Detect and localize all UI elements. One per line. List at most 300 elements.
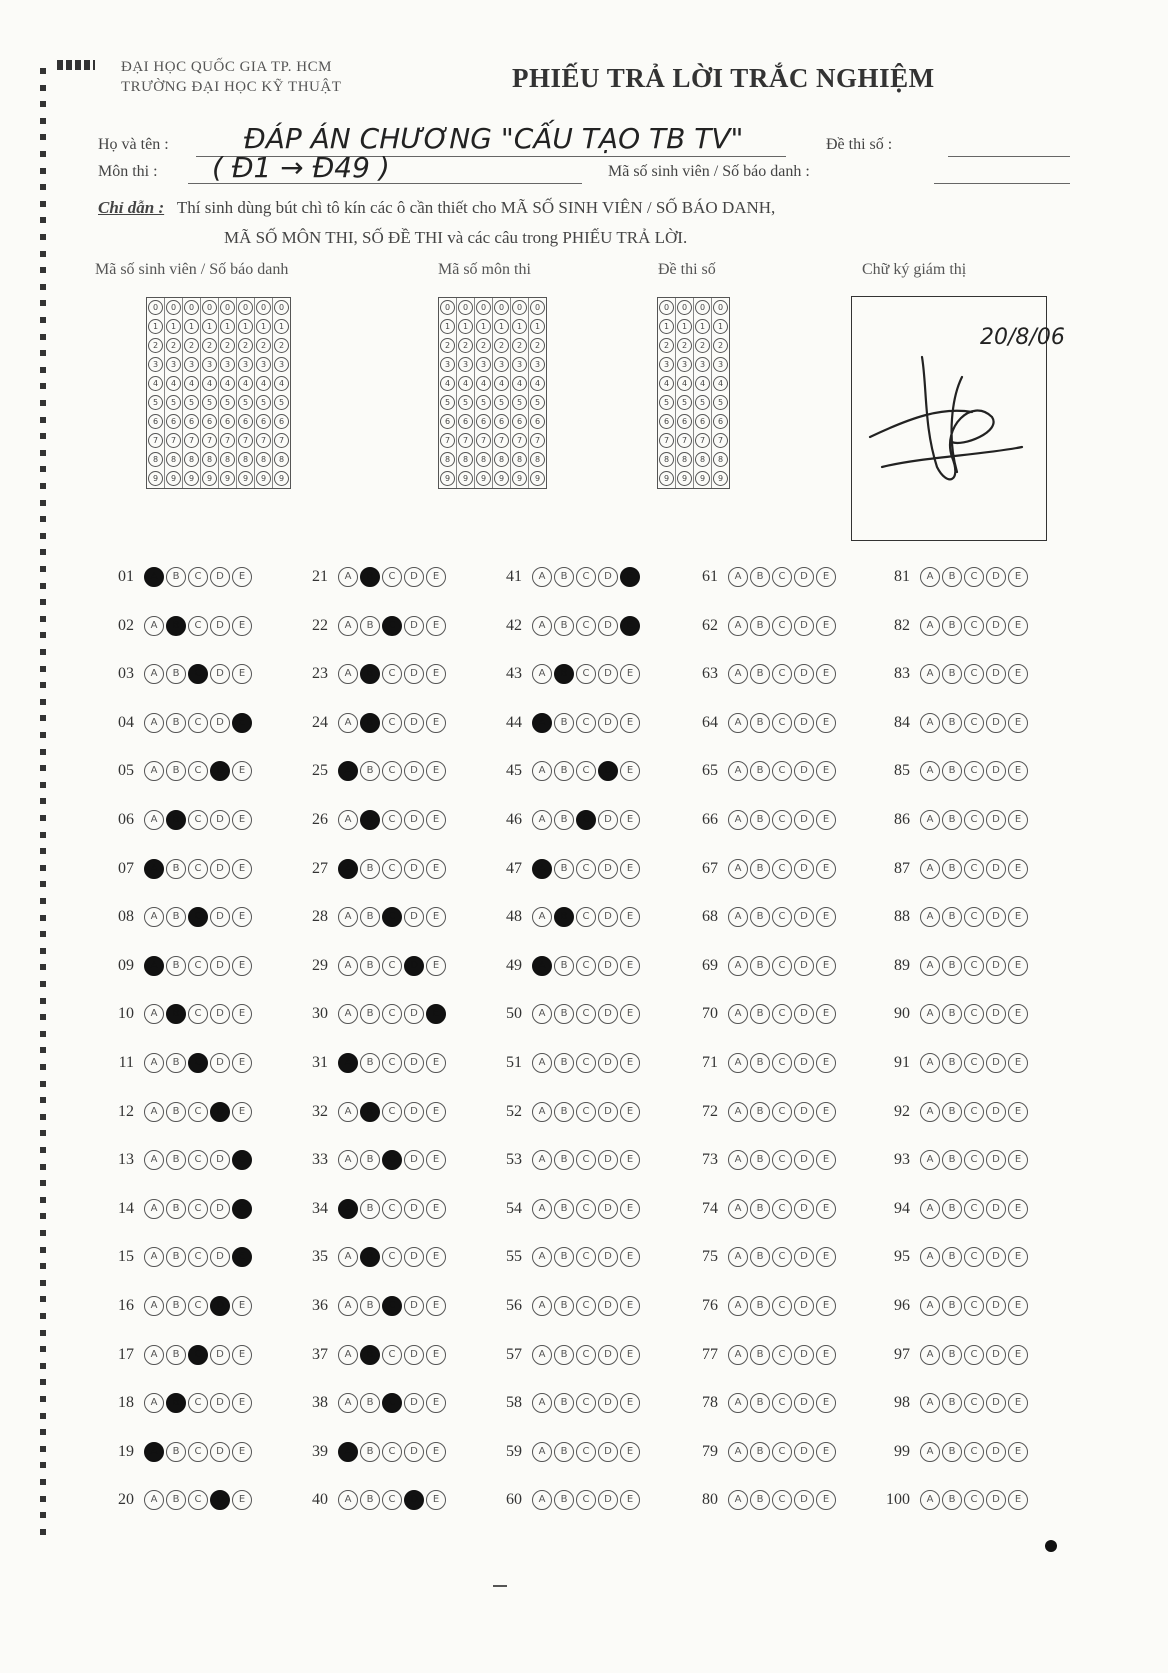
- answer-bubble-d[interactable]: D: [986, 713, 1006, 733]
- digit-bubble[interactable]: 1: [458, 319, 473, 334]
- digit-bubble[interactable]: 3: [202, 357, 217, 372]
- digit-bubble[interactable]: 0: [494, 300, 509, 315]
- digit-bubble[interactable]: 5: [184, 395, 199, 410]
- digit-bubble[interactable]: 9: [530, 471, 545, 486]
- answer-bubble-d[interactable]: D: [794, 1150, 814, 1170]
- answer-bubble-d[interactable]: D: [986, 1393, 1006, 1413]
- answer-bubble-c[interactable]: C: [382, 1004, 402, 1024]
- answer-bubble-a[interactable]: A: [532, 567, 552, 587]
- answer-bubble-a[interactable]: A: [144, 616, 164, 636]
- digit-bubble[interactable]: 2: [659, 338, 674, 353]
- digit-bubble[interactable]: 5: [458, 395, 473, 410]
- digit-bubble[interactable]: 8: [202, 452, 217, 467]
- answer-bubble-a[interactable]: A: [728, 1150, 748, 1170]
- answer-bubble-d[interactable]: D: [404, 907, 424, 927]
- answer-bubble-c[interactable]: C: [188, 1150, 208, 1170]
- answer-bubble-c[interactable]: C: [772, 1393, 792, 1413]
- answer-bubble-a[interactable]: A: [338, 1345, 358, 1365]
- answer-bubble-c[interactable]: C: [576, 1150, 596, 1170]
- answer-bubble-a[interactable]: A: [532, 1490, 552, 1510]
- answer-bubble-b[interactable]: B: [750, 616, 770, 636]
- digit-bubble[interactable]: 0: [184, 300, 199, 315]
- answer-bubble-b[interactable]: B: [166, 1490, 186, 1510]
- digit-bubble[interactable]: 1: [494, 319, 509, 334]
- answer-bubble-c[interactable]: C: [382, 1199, 402, 1219]
- answer-bubble-e[interactable]: E: [1008, 1053, 1028, 1073]
- digit-bubble[interactable]: 6: [202, 414, 217, 429]
- digit-bubble[interactable]: 3: [530, 357, 545, 372]
- answer-bubble-c[interactable]: C: [382, 956, 402, 976]
- answer-bubble-e[interactable]: E: [816, 1442, 836, 1462]
- answer-bubble-d[interactable]: D: [210, 1199, 230, 1219]
- answer-bubble-b[interactable]: B: [554, 1490, 574, 1510]
- answer-bubble-a[interactable]: A: [532, 616, 552, 636]
- answer-bubble-c[interactable]: C: [964, 1053, 984, 1073]
- digit-bubble[interactable]: 4: [695, 376, 710, 391]
- digit-bubble[interactable]: 8: [713, 452, 728, 467]
- answer-bubble-e[interactable]: E: [816, 1247, 836, 1267]
- digit-bubble[interactable]: 5: [202, 395, 217, 410]
- digit-bubble[interactable]: 3: [166, 357, 181, 372]
- answer-bubble-e[interactable]: E: [620, 616, 640, 636]
- digit-bubble[interactable]: 2: [238, 338, 253, 353]
- answer-bubble-a[interactable]: A: [728, 1393, 748, 1413]
- answer-bubble-a[interactable]: A: [532, 1150, 552, 1170]
- digit-bubble[interactable]: 7: [274, 433, 289, 448]
- answer-bubble-b[interactable]: B: [554, 1053, 574, 1073]
- answer-bubble-d[interactable]: D: [598, 1296, 618, 1316]
- answer-bubble-c[interactable]: C: [576, 664, 596, 684]
- answer-bubble-d[interactable]: D: [794, 1345, 814, 1365]
- answer-bubble-e[interactable]: E: [816, 1199, 836, 1219]
- answer-bubble-d[interactable]: D: [404, 1296, 424, 1316]
- answer-bubble-e[interactable]: E: [426, 616, 446, 636]
- digit-bubble[interactable]: 3: [184, 357, 199, 372]
- answer-bubble-b[interactable]: B: [360, 616, 380, 636]
- digit-bubble[interactable]: 9: [713, 471, 728, 486]
- digit-bubble[interactable]: 4: [238, 376, 253, 391]
- answer-bubble-a[interactable]: A: [728, 1345, 748, 1365]
- answer-bubble-b[interactable]: B: [554, 1247, 574, 1267]
- answer-bubble-a[interactable]: A: [338, 1102, 358, 1122]
- answer-bubble-c[interactable]: C: [382, 1150, 402, 1170]
- answer-bubble-d[interactable]: D: [210, 1296, 230, 1316]
- digit-bubble[interactable]: 1: [238, 319, 253, 334]
- answer-bubble-a[interactable]: A: [338, 907, 358, 927]
- digit-bubble[interactable]: 1: [148, 319, 163, 334]
- answer-bubble-a[interactable]: A: [144, 907, 164, 927]
- answer-bubble-c[interactable]: C: [382, 1345, 402, 1365]
- answer-bubble-b[interactable]: B: [360, 907, 380, 927]
- answer-bubble-e[interactable]: E: [232, 616, 252, 636]
- answer-bubble-d[interactable]: D: [598, 713, 618, 733]
- answer-bubble-a[interactable]: A: [728, 956, 748, 976]
- answer-bubble-d[interactable]: D: [210, 1004, 230, 1024]
- digit-bubble[interactable]: 5: [494, 395, 509, 410]
- answer-bubble-d[interactable]: D: [210, 567, 230, 587]
- answer-bubble-b[interactable]: B: [554, 567, 574, 587]
- digit-bubble[interactable]: 4: [440, 376, 455, 391]
- answer-bubble-c[interactable]: C: [382, 1393, 402, 1413]
- answer-bubble-b[interactable]: B: [942, 1345, 962, 1365]
- digit-bubble[interactable]: 0: [677, 300, 692, 315]
- answer-bubble-b[interactable]: B: [942, 1393, 962, 1413]
- digit-bubble[interactable]: 1: [440, 319, 455, 334]
- answer-bubble-b[interactable]: B: [166, 1150, 186, 1170]
- digit-bubble[interactable]: 0: [458, 300, 473, 315]
- answer-bubble-b[interactable]: B: [750, 1490, 770, 1510]
- answer-bubble-e[interactable]: E: [1008, 616, 1028, 636]
- answer-bubble-d[interactable]: D: [404, 664, 424, 684]
- answer-bubble-e[interactable]: E: [1008, 907, 1028, 927]
- answer-bubble-c[interactable]: C: [964, 1102, 984, 1122]
- answer-bubble-b[interactable]: B: [166, 956, 186, 976]
- digit-bubble[interactable]: 9: [148, 471, 163, 486]
- answer-bubble-d[interactable]: D: [986, 859, 1006, 879]
- answer-bubble-a[interactable]: A: [532, 859, 552, 879]
- digit-bubble[interactable]: 5: [659, 395, 674, 410]
- answer-bubble-b[interactable]: B: [554, 761, 574, 781]
- digit-bubble[interactable]: 4: [530, 376, 545, 391]
- digit-bubble[interactable]: 2: [274, 338, 289, 353]
- answer-bubble-b[interactable]: B: [942, 1053, 962, 1073]
- answer-bubble-e[interactable]: E: [620, 713, 640, 733]
- answer-bubble-b[interactable]: B: [554, 1199, 574, 1219]
- digit-bubble[interactable]: 9: [166, 471, 181, 486]
- digit-bubble[interactable]: 1: [274, 319, 289, 334]
- answer-bubble-d[interactable]: D: [404, 1004, 424, 1024]
- answer-bubble-a[interactable]: A: [920, 1296, 940, 1316]
- answer-bubble-c[interactable]: C: [382, 1053, 402, 1073]
- answer-bubble-b[interactable]: B: [360, 1247, 380, 1267]
- answer-bubble-e[interactable]: E: [620, 567, 640, 587]
- answer-bubble-a[interactable]: A: [920, 1393, 940, 1413]
- digit-bubble[interactable]: 1: [476, 319, 491, 334]
- answer-bubble-e[interactable]: E: [816, 1490, 836, 1510]
- answer-bubble-e[interactable]: E: [620, 761, 640, 781]
- answer-bubble-b[interactable]: B: [360, 567, 380, 587]
- digit-bubble[interactable]: 7: [440, 433, 455, 448]
- answer-bubble-b[interactable]: B: [554, 810, 574, 830]
- answer-bubble-e[interactable]: E: [1008, 1345, 1028, 1365]
- answer-bubble-a[interactable]: A: [338, 1442, 358, 1462]
- digit-bubble[interactable]: 8: [458, 452, 473, 467]
- answer-bubble-d[interactable]: D: [210, 1053, 230, 1073]
- answer-bubble-c[interactable]: C: [576, 1004, 596, 1024]
- digit-bubble[interactable]: 9: [458, 471, 473, 486]
- answer-bubble-e[interactable]: E: [1008, 810, 1028, 830]
- answer-bubble-e[interactable]: E: [816, 761, 836, 781]
- digit-bubble[interactable]: 8: [148, 452, 163, 467]
- answer-bubble-a[interactable]: A: [728, 761, 748, 781]
- answer-bubble-c[interactable]: C: [772, 907, 792, 927]
- answer-bubble-b[interactable]: B: [166, 1199, 186, 1219]
- digit-bubble[interactable]: 8: [440, 452, 455, 467]
- answer-bubble-d[interactable]: D: [404, 713, 424, 733]
- digit-bubble[interactable]: 8: [238, 452, 253, 467]
- digit-bubble[interactable]: 4: [476, 376, 491, 391]
- answer-bubble-e[interactable]: E: [1008, 1296, 1028, 1316]
- answer-bubble-b[interactable]: B: [360, 1490, 380, 1510]
- answer-bubble-d[interactable]: D: [404, 761, 424, 781]
- answer-bubble-e[interactable]: E: [426, 713, 446, 733]
- digit-bubble[interactable]: 8: [166, 452, 181, 467]
- answer-bubble-e[interactable]: E: [816, 567, 836, 587]
- digit-bubble[interactable]: 4: [677, 376, 692, 391]
- answer-bubble-a[interactable]: A: [338, 956, 358, 976]
- answer-bubble-d[interactable]: D: [210, 1102, 230, 1122]
- digit-bubble[interactable]: 0: [440, 300, 455, 315]
- digit-bubble[interactable]: 4: [274, 376, 289, 391]
- answer-bubble-a[interactable]: A: [144, 1199, 164, 1219]
- answer-bubble-d[interactable]: D: [794, 1102, 814, 1122]
- digit-bubble[interactable]: 0: [202, 300, 217, 315]
- answer-bubble-d[interactable]: D: [598, 567, 618, 587]
- digit-bubble[interactable]: 7: [166, 433, 181, 448]
- answer-bubble-c[interactable]: C: [382, 859, 402, 879]
- answer-bubble-a[interactable]: A: [338, 567, 358, 587]
- answer-bubble-b[interactable]: B: [942, 859, 962, 879]
- digit-bubble[interactable]: 9: [220, 471, 235, 486]
- answer-bubble-d[interactable]: D: [404, 567, 424, 587]
- answer-bubble-e[interactable]: E: [816, 1102, 836, 1122]
- answer-bubble-d[interactable]: D: [404, 1442, 424, 1462]
- answer-bubble-c[interactable]: C: [772, 1199, 792, 1219]
- answer-bubble-e[interactable]: E: [232, 664, 252, 684]
- digit-bubble[interactable]: 7: [476, 433, 491, 448]
- digit-bubble[interactable]: 2: [148, 338, 163, 353]
- answer-bubble-a[interactable]: A: [144, 1150, 164, 1170]
- answer-bubble-e[interactable]: E: [426, 1247, 446, 1267]
- answer-bubble-b[interactable]: B: [554, 1296, 574, 1316]
- answer-bubble-c[interactable]: C: [576, 1490, 596, 1510]
- digit-bubble[interactable]: 1: [659, 319, 674, 334]
- answer-bubble-c[interactable]: C: [188, 1199, 208, 1219]
- answer-bubble-c[interactable]: C: [772, 1102, 792, 1122]
- digit-bubble[interactable]: 5: [440, 395, 455, 410]
- answer-bubble-a[interactable]: A: [338, 859, 358, 879]
- answer-bubble-c[interactable]: C: [964, 1442, 984, 1462]
- answer-bubble-b[interactable]: B: [942, 664, 962, 684]
- answer-bubble-b[interactable]: B: [750, 907, 770, 927]
- answer-bubble-e[interactable]: E: [426, 1442, 446, 1462]
- digit-bubble[interactable]: 6: [530, 414, 545, 429]
- answer-bubble-a[interactable]: A: [144, 810, 164, 830]
- answer-bubble-e[interactable]: E: [426, 810, 446, 830]
- answer-bubble-d[interactable]: D: [404, 1053, 424, 1073]
- answer-bubble-c[interactable]: C: [576, 616, 596, 636]
- answer-bubble-b[interactable]: B: [166, 1102, 186, 1122]
- digit-bubble[interactable]: 8: [494, 452, 509, 467]
- answer-bubble-c[interactable]: C: [188, 956, 208, 976]
- answer-bubble-c[interactable]: C: [772, 1150, 792, 1170]
- answer-bubble-e[interactable]: E: [816, 810, 836, 830]
- answer-bubble-c[interactable]: C: [772, 859, 792, 879]
- answer-bubble-a[interactable]: A: [728, 1053, 748, 1073]
- digit-bubble[interactable]: 1: [530, 319, 545, 334]
- answer-bubble-d[interactable]: D: [794, 1442, 814, 1462]
- answer-bubble-e[interactable]: E: [426, 761, 446, 781]
- answer-bubble-d[interactable]: D: [794, 907, 814, 927]
- answer-bubble-c[interactable]: C: [772, 713, 792, 733]
- answer-bubble-a[interactable]: A: [728, 713, 748, 733]
- answer-bubble-a[interactable]: A: [920, 859, 940, 879]
- answer-bubble-b[interactable]: B: [360, 1004, 380, 1024]
- answer-bubble-b[interactable]: B: [166, 1345, 186, 1365]
- digit-bubble[interactable]: 1: [713, 319, 728, 334]
- digit-bubble[interactable]: 7: [256, 433, 271, 448]
- answer-bubble-d[interactable]: D: [404, 1345, 424, 1365]
- answer-bubble-c[interactable]: C: [964, 664, 984, 684]
- digit-bubble[interactable]: 5: [238, 395, 253, 410]
- answer-bubble-e[interactable]: E: [232, 1490, 252, 1510]
- answer-bubble-a[interactable]: A: [920, 761, 940, 781]
- answer-bubble-e[interactable]: E: [620, 1150, 640, 1170]
- answer-bubble-b[interactable]: B: [750, 1345, 770, 1365]
- answer-bubble-d[interactable]: D: [210, 907, 230, 927]
- name-value[interactable]: ĐÁP ÁN CHƯƠNG "CẤU TẠO TB TV": [244, 122, 744, 155]
- answer-bubble-e[interactable]: E: [816, 1150, 836, 1170]
- answer-bubble-a[interactable]: A: [728, 1490, 748, 1510]
- answer-bubble-a[interactable]: A: [338, 1490, 358, 1510]
- answer-bubble-a[interactable]: A: [728, 810, 748, 830]
- answer-bubble-b[interactable]: B: [166, 1393, 186, 1413]
- digit-bubble[interactable]: 8: [274, 452, 289, 467]
- digit-bubble[interactable]: 9: [202, 471, 217, 486]
- answer-bubble-e[interactable]: E: [232, 1393, 252, 1413]
- digit-bubble[interactable]: 8: [530, 452, 545, 467]
- answer-bubble-b[interactable]: B: [942, 616, 962, 636]
- answer-bubble-e[interactable]: E: [1008, 664, 1028, 684]
- digit-bubble[interactable]: 8: [659, 452, 674, 467]
- answer-bubble-d[interactable]: D: [404, 859, 424, 879]
- answer-bubble-b[interactable]: B: [166, 1053, 186, 1073]
- digit-bubble[interactable]: 2: [166, 338, 181, 353]
- digit-bubble[interactable]: 8: [512, 452, 527, 467]
- answer-bubble-c[interactable]: C: [772, 1442, 792, 1462]
- answer-bubble-e[interactable]: E: [232, 713, 252, 733]
- answer-bubble-a[interactable]: A: [338, 664, 358, 684]
- digit-bubble[interactable]: 1: [695, 319, 710, 334]
- digit-bubble[interactable]: 8: [184, 452, 199, 467]
- answer-bubble-e[interactable]: E: [1008, 1102, 1028, 1122]
- answer-bubble-b[interactable]: B: [554, 907, 574, 927]
- answer-bubble-d[interactable]: D: [210, 1490, 230, 1510]
- digit-bubble[interactable]: 9: [695, 471, 710, 486]
- digit-bubble[interactable]: 8: [695, 452, 710, 467]
- answer-bubble-a[interactable]: A: [144, 1102, 164, 1122]
- answer-bubble-d[interactable]: D: [210, 1345, 230, 1365]
- answer-bubble-e[interactable]: E: [620, 810, 640, 830]
- answer-bubble-d[interactable]: D: [210, 1247, 230, 1267]
- answer-bubble-a[interactable]: A: [532, 1296, 552, 1316]
- answer-bubble-c[interactable]: C: [576, 1296, 596, 1316]
- answer-bubble-c[interactable]: C: [576, 761, 596, 781]
- answer-bubble-d[interactable]: D: [598, 859, 618, 879]
- answer-bubble-a[interactable]: A: [920, 1150, 940, 1170]
- answer-bubble-b[interactable]: B: [360, 1345, 380, 1365]
- answer-bubble-a[interactable]: A: [728, 567, 748, 587]
- digit-bubble[interactable]: 5: [220, 395, 235, 410]
- answer-bubble-a[interactable]: A: [144, 1247, 164, 1267]
- answer-bubble-a[interactable]: A: [728, 1247, 748, 1267]
- answer-bubble-d[interactable]: D: [794, 567, 814, 587]
- answer-bubble-b[interactable]: B: [750, 1150, 770, 1170]
- digit-bubble[interactable]: 7: [148, 433, 163, 448]
- answer-bubble-d[interactable]: D: [210, 810, 230, 830]
- answer-bubble-b[interactable]: B: [166, 664, 186, 684]
- digit-bubble[interactable]: 2: [677, 338, 692, 353]
- answer-bubble-e[interactable]: E: [232, 859, 252, 879]
- digit-bubble[interactable]: 6: [458, 414, 473, 429]
- answer-bubble-d[interactable]: D: [598, 616, 618, 636]
- answer-bubble-d[interactable]: D: [598, 907, 618, 927]
- digit-bubble[interactable]: 3: [148, 357, 163, 372]
- answer-bubble-c[interactable]: C: [964, 761, 984, 781]
- digit-bubble[interactable]: 6: [659, 414, 674, 429]
- digit-bubble[interactable]: 3: [476, 357, 491, 372]
- digit-bubble[interactable]: 7: [530, 433, 545, 448]
- answer-bubble-e[interactable]: E: [620, 1345, 640, 1365]
- answer-bubble-a[interactable]: A: [338, 1004, 358, 1024]
- answer-bubble-b[interactable]: B: [750, 956, 770, 976]
- answer-bubble-a[interactable]: A: [920, 713, 940, 733]
- answer-bubble-d[interactable]: D: [404, 1490, 424, 1510]
- answer-bubble-c[interactable]: C: [576, 1442, 596, 1462]
- answer-bubble-c[interactable]: C: [772, 1247, 792, 1267]
- answer-bubble-b[interactable]: B: [166, 616, 186, 636]
- answer-bubble-a[interactable]: A: [338, 1053, 358, 1073]
- answer-bubble-d[interactable]: D: [404, 1150, 424, 1170]
- answer-bubble-c[interactable]: C: [964, 616, 984, 636]
- digit-bubble[interactable]: 6: [494, 414, 509, 429]
- answer-bubble-e[interactable]: E: [232, 761, 252, 781]
- answer-bubble-b[interactable]: B: [750, 859, 770, 879]
- answer-bubble-c[interactable]: C: [576, 907, 596, 927]
- answer-bubble-c[interactable]: C: [964, 567, 984, 587]
- digit-bubble[interactable]: 9: [476, 471, 491, 486]
- digit-bubble[interactable]: 4: [512, 376, 527, 391]
- answer-bubble-c[interactable]: C: [964, 859, 984, 879]
- answer-bubble-c[interactable]: C: [964, 1199, 984, 1219]
- answer-bubble-d[interactable]: D: [598, 1199, 618, 1219]
- digit-bubble[interactable]: 7: [494, 433, 509, 448]
- digit-bubble[interactable]: 3: [238, 357, 253, 372]
- answer-bubble-c[interactable]: C: [188, 907, 208, 927]
- digit-bubble[interactable]: 0: [659, 300, 674, 315]
- digit-bubble[interactable]: 8: [220, 452, 235, 467]
- answer-bubble-b[interactable]: B: [942, 1199, 962, 1219]
- answer-bubble-c[interactable]: C: [576, 859, 596, 879]
- digit-bubble[interactable]: 7: [713, 433, 728, 448]
- answer-bubble-d[interactable]: D: [210, 1150, 230, 1170]
- answer-bubble-e[interactable]: E: [620, 1490, 640, 1510]
- answer-bubble-b[interactable]: B: [360, 859, 380, 879]
- answer-bubble-b[interactable]: B: [554, 1345, 574, 1365]
- answer-bubble-c[interactable]: C: [188, 1442, 208, 1462]
- answer-bubble-c[interactable]: C: [188, 1393, 208, 1413]
- answer-bubble-b[interactable]: B: [554, 956, 574, 976]
- answer-bubble-b[interactable]: B: [360, 1102, 380, 1122]
- answer-bubble-e[interactable]: E: [426, 664, 446, 684]
- digit-bubble[interactable]: 2: [695, 338, 710, 353]
- digit-bubble[interactable]: 3: [695, 357, 710, 372]
- answer-bubble-a[interactable]: A: [920, 1490, 940, 1510]
- answer-bubble-e[interactable]: E: [620, 859, 640, 879]
- answer-bubble-c[interactable]: C: [964, 1150, 984, 1170]
- answer-bubble-b[interactable]: B: [750, 1442, 770, 1462]
- digit-bubble[interactable]: 2: [713, 338, 728, 353]
